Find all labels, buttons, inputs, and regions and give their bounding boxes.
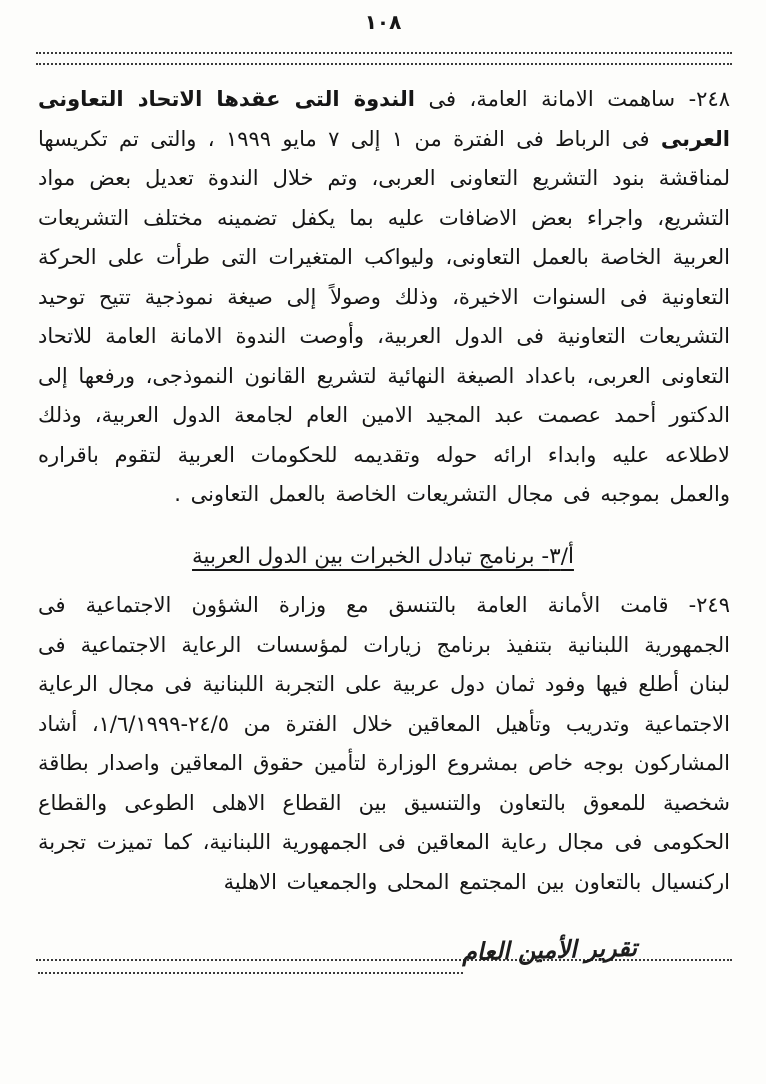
signature-text: تقرير الأمين العام xyxy=(461,933,638,967)
section-heading-text: أ/٣- برنامج تبادل الخبرات بين الدول العربية xyxy=(192,544,574,569)
paragraph-248-lead: ساهمت الامانة العامة، فى xyxy=(414,87,689,111)
footer-divider-line-2 xyxy=(38,972,463,974)
paragraph-248-rest: فى الرباط فى الفترة من ١ إلى ٧ مايو ١٩٩٩ ، والتى تم تكريسها لمناقشة بنود التشريع التعاونى العربى، وتم خلال الندوة تعديل بعض مواد التشريع، واجراء بعض الاضافات عليه بما يكفل تضمينه مختلف التشريعات العربية الخاصة بالعمل التعاونى، وليواكب المتغيرات التى طرأت على الحركة التعاونية فى السنوات الاخيرة، وذلك وصولاً إلى صيغة نموذجية تتيح توحيد التشريعات التعاونية فى الدول العربية، وأوصت الندوة الامانة العامة للاتحاد التعاونى العربى، باعداد الصيغة النهائية لتشريع القانون النموذجى، ورفعها إلى الدكتور أحمد عصمت عبد المجيد الامين العام لجامعة الدول العربية، وذلك لاطلاعه عليه وابداء ارائه حوله وتقديمه للحكومات العربية لتقوم باقراره والعمل بموجبه فى مجال التشريعات الخاصة بالعمل التعاونى . xyxy=(38,126,730,506)
paragraph-248-bold-phrase: الندوة التى عقدها الاتحاد التعاونى العربى xyxy=(38,87,731,151)
paragraph-249-number: ٢٤٩- xyxy=(688,593,730,617)
top-divider-line-2 xyxy=(36,63,732,65)
paragraph-249 xyxy=(38,586,730,902)
paragraph-249-text: قامت الأمانة العامة بالتنسق مع وزارة الشؤون الاجتماعية فى الجمهورية اللبنانية بتنفيذ برنامج زيارات لمؤسسات الرعاية الاجتماعية فى لبنان أطلع فيها وفود ثمان دول عربية على التجربة اللبنانية فى مجال الرعاية الاجتماعية وتدريب وتأهيل المعاقين خلال الفترة من ٢٤/٥-١/٦/١٩٩٩، أشاد المشاركون بوجه خاص بمشروع الوزارة لتأمين حقوق المعاقين واصدار بطاقة شخصية للمعوق بالتعاون والتنسيق بين القطاع الاهلى الطوعى والقطاع الحكومى فى مجال رعاية المعاقين فى الجمهورية اللبنانية، كما تميزت تجربة اركنسيال بالتعاون بين المجتمع المحلى والجمعيات الاهلية xyxy=(38,593,730,894)
top-divider-line-1 xyxy=(36,52,732,54)
paragraph-248 xyxy=(38,80,730,515)
paragraph-248-number: ٢٤٨- xyxy=(688,87,731,111)
page-number: ١٠٨ xyxy=(364,10,402,34)
section-heading xyxy=(0,540,766,574)
